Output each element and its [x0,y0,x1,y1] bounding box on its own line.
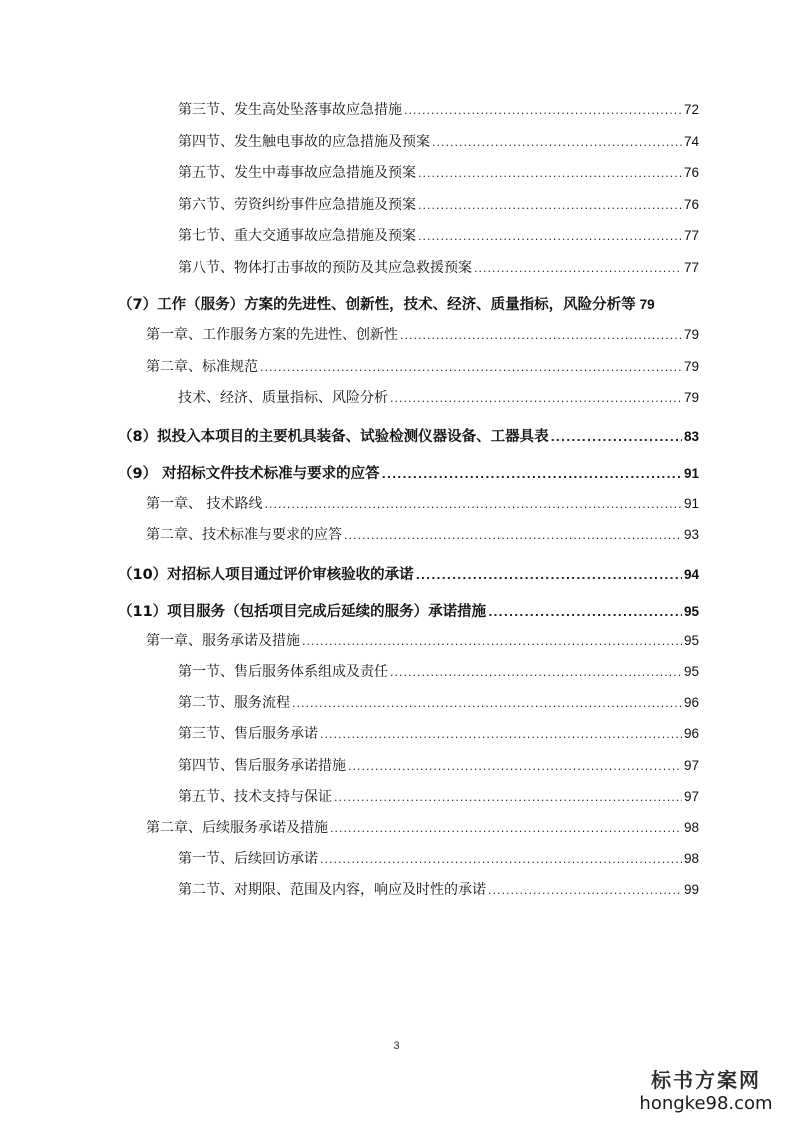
toc-entry-page: 95 [683,604,699,619]
toc-entry-title: 第三节、售后服务承诺 [178,726,318,742]
toc-entry-page: 79 [683,390,699,405]
toc-entry-page: 97 [683,758,699,773]
dot-leader [418,165,682,183]
toc-entry-page: 79 [683,359,699,374]
toc-entry-title: （7）工作（服务）方案的先进性、创新性，技术、经济、质量指标，风险分析等 [118,297,636,313]
toc-entry-page: 77 [683,228,699,243]
toc-section-heading[interactable] [118,465,699,484]
toc-entry-title: 第一章、工作服务方案的先进性、创新性 [146,327,398,343]
dot-leader [302,633,682,651]
toc-entry-page: 95 [683,664,699,679]
toc-entry[interactable] [178,227,699,246]
toc-entry[interactable] [146,326,699,345]
watermark-title: 标书方案网 [651,1068,761,1092]
toc-entry-title: 第八节、物体打击事故的预防及其应急救援预案 [178,260,472,276]
toc-section-heading[interactable] [118,428,699,447]
dot-leader [488,604,682,622]
toc-entry[interactable] [146,819,699,838]
dot-leader [418,228,682,246]
dot-leader [551,429,682,447]
dot-leader [382,466,682,484]
toc-entry-title: （8）拟投入本项目的主要机具装备、试验检测仪器设备、工器具表 [118,429,549,445]
toc-entry-page: 93 [683,527,699,542]
toc-section-heading[interactable] [118,603,699,622]
toc-entry-page: 79 [639,297,655,312]
dot-leader [390,664,682,682]
toc-entry[interactable] [178,850,699,869]
toc-entry-title: 第二节、对期限、范围及内容，响应及时性的承诺 [178,882,486,898]
dot-leader [488,882,682,900]
toc-entry[interactable] [178,259,699,278]
toc-entry-page: 94 [683,567,699,582]
toc-entry-title: 第四节、发生触电事故的应急措施及预案 [178,134,430,150]
dot-leader [418,197,682,215]
dot-leader [416,567,682,585]
dot-leader [330,820,682,838]
dot-leader [348,758,682,776]
dot-leader [390,390,682,408]
toc-entry-title: 第七节、重大交通事故应急措施及预案 [178,228,416,244]
toc-entry-title: 第二章、技术标准与要求的应答 [146,527,342,543]
toc-entry-title: （10）对招标人项目通过评价审核验收的承诺 [118,567,414,583]
dot-leader [260,359,682,377]
toc-entry-title: 第二节、服务流程 [178,695,290,711]
toc-entry-page: 91 [683,466,699,481]
toc-section-heading[interactable] [118,566,699,585]
watermark-url: hongke98.com [639,1093,773,1114]
toc-entry[interactable] [178,663,699,682]
toc-entry-title: 第一章、服务承诺及措施 [146,633,300,649]
toc-entry[interactable] [178,133,699,152]
toc-entry[interactable] [178,196,699,215]
toc-entry-page: 74 [683,134,699,149]
toc-entry-page: 95 [683,633,699,648]
toc-entry-page: 96 [683,726,699,741]
dot-leader [320,851,682,869]
toc-entry[interactable] [178,757,699,776]
toc-entry[interactable] [178,725,699,744]
toc-entry-page: 83 [683,429,699,444]
toc-entry-title: 第二章、后续服务承诺及措施 [146,820,328,836]
page-number: 3 [393,1040,400,1052]
toc-entry-page: 76 [683,165,699,180]
dot-leader [320,726,682,744]
toc-entry-page: 98 [683,820,699,835]
toc-entry-title: （11）项目服务（包括项目完成后延续的服务）承诺措施 [118,604,487,620]
dot-leader [404,102,682,120]
toc-entry-title: 第六节、劳资纠纷事件应急措施及预案 [178,197,416,213]
dot-leader [432,134,682,152]
toc-entry[interactable] [178,389,699,408]
dot-leader [264,496,682,514]
toc-entry-page: 98 [683,851,699,866]
toc-section-heading[interactable] [118,296,699,314]
toc-entry-title: （9） 对招标文件技术标准与要求的应答 [118,466,380,482]
toc-entry[interactable] [146,526,699,545]
toc-entry[interactable] [146,632,699,651]
toc-entry-page: 77 [683,260,699,275]
toc-entry-page: 72 [683,102,699,117]
toc-entry[interactable] [146,358,699,377]
dot-leader [400,327,682,345]
toc-entry-page: 76 [683,197,699,212]
toc-entry-title: 技术、经济、质量指标、风险分析 [178,390,388,406]
toc-entry[interactable] [178,694,699,713]
toc-entry-title: 第一章、 技术路线 [146,496,263,512]
toc-entry-title: 第一节、后续回访承诺 [178,851,318,867]
toc-entry-page: 96 [683,695,699,710]
watermark [631,1064,781,1114]
toc-entry[interactable] [178,788,699,807]
toc-entry-page: 91 [683,496,699,511]
toc-entry-page: 99 [683,882,699,897]
toc-entry-title: 第一节、售后服务体系组成及责任 [178,664,388,680]
toc-entry-title: 第四节、售后服务承诺措施 [178,758,346,774]
dot-leader [474,260,682,278]
toc-entry[interactable] [178,101,699,120]
toc-entry[interactable] [146,495,699,514]
dot-leader [334,789,682,807]
toc-entry-title: 第三节、发生高处坠落事故应急措施 [178,102,402,118]
toc-entry-page: 79 [683,327,699,342]
toc-entry-title: 第二章、标准规范 [146,359,258,375]
dot-leader [344,527,682,545]
toc-entry[interactable] [178,164,699,183]
toc-entry-page: 97 [683,789,699,804]
toc-entry-title: 第五节、发生中毒事故应急措施及预案 [178,165,416,181]
toc-entry-title: 第五节、技术支持与保证 [178,789,332,805]
toc-entry[interactable] [178,881,699,900]
dot-leader [292,695,682,713]
